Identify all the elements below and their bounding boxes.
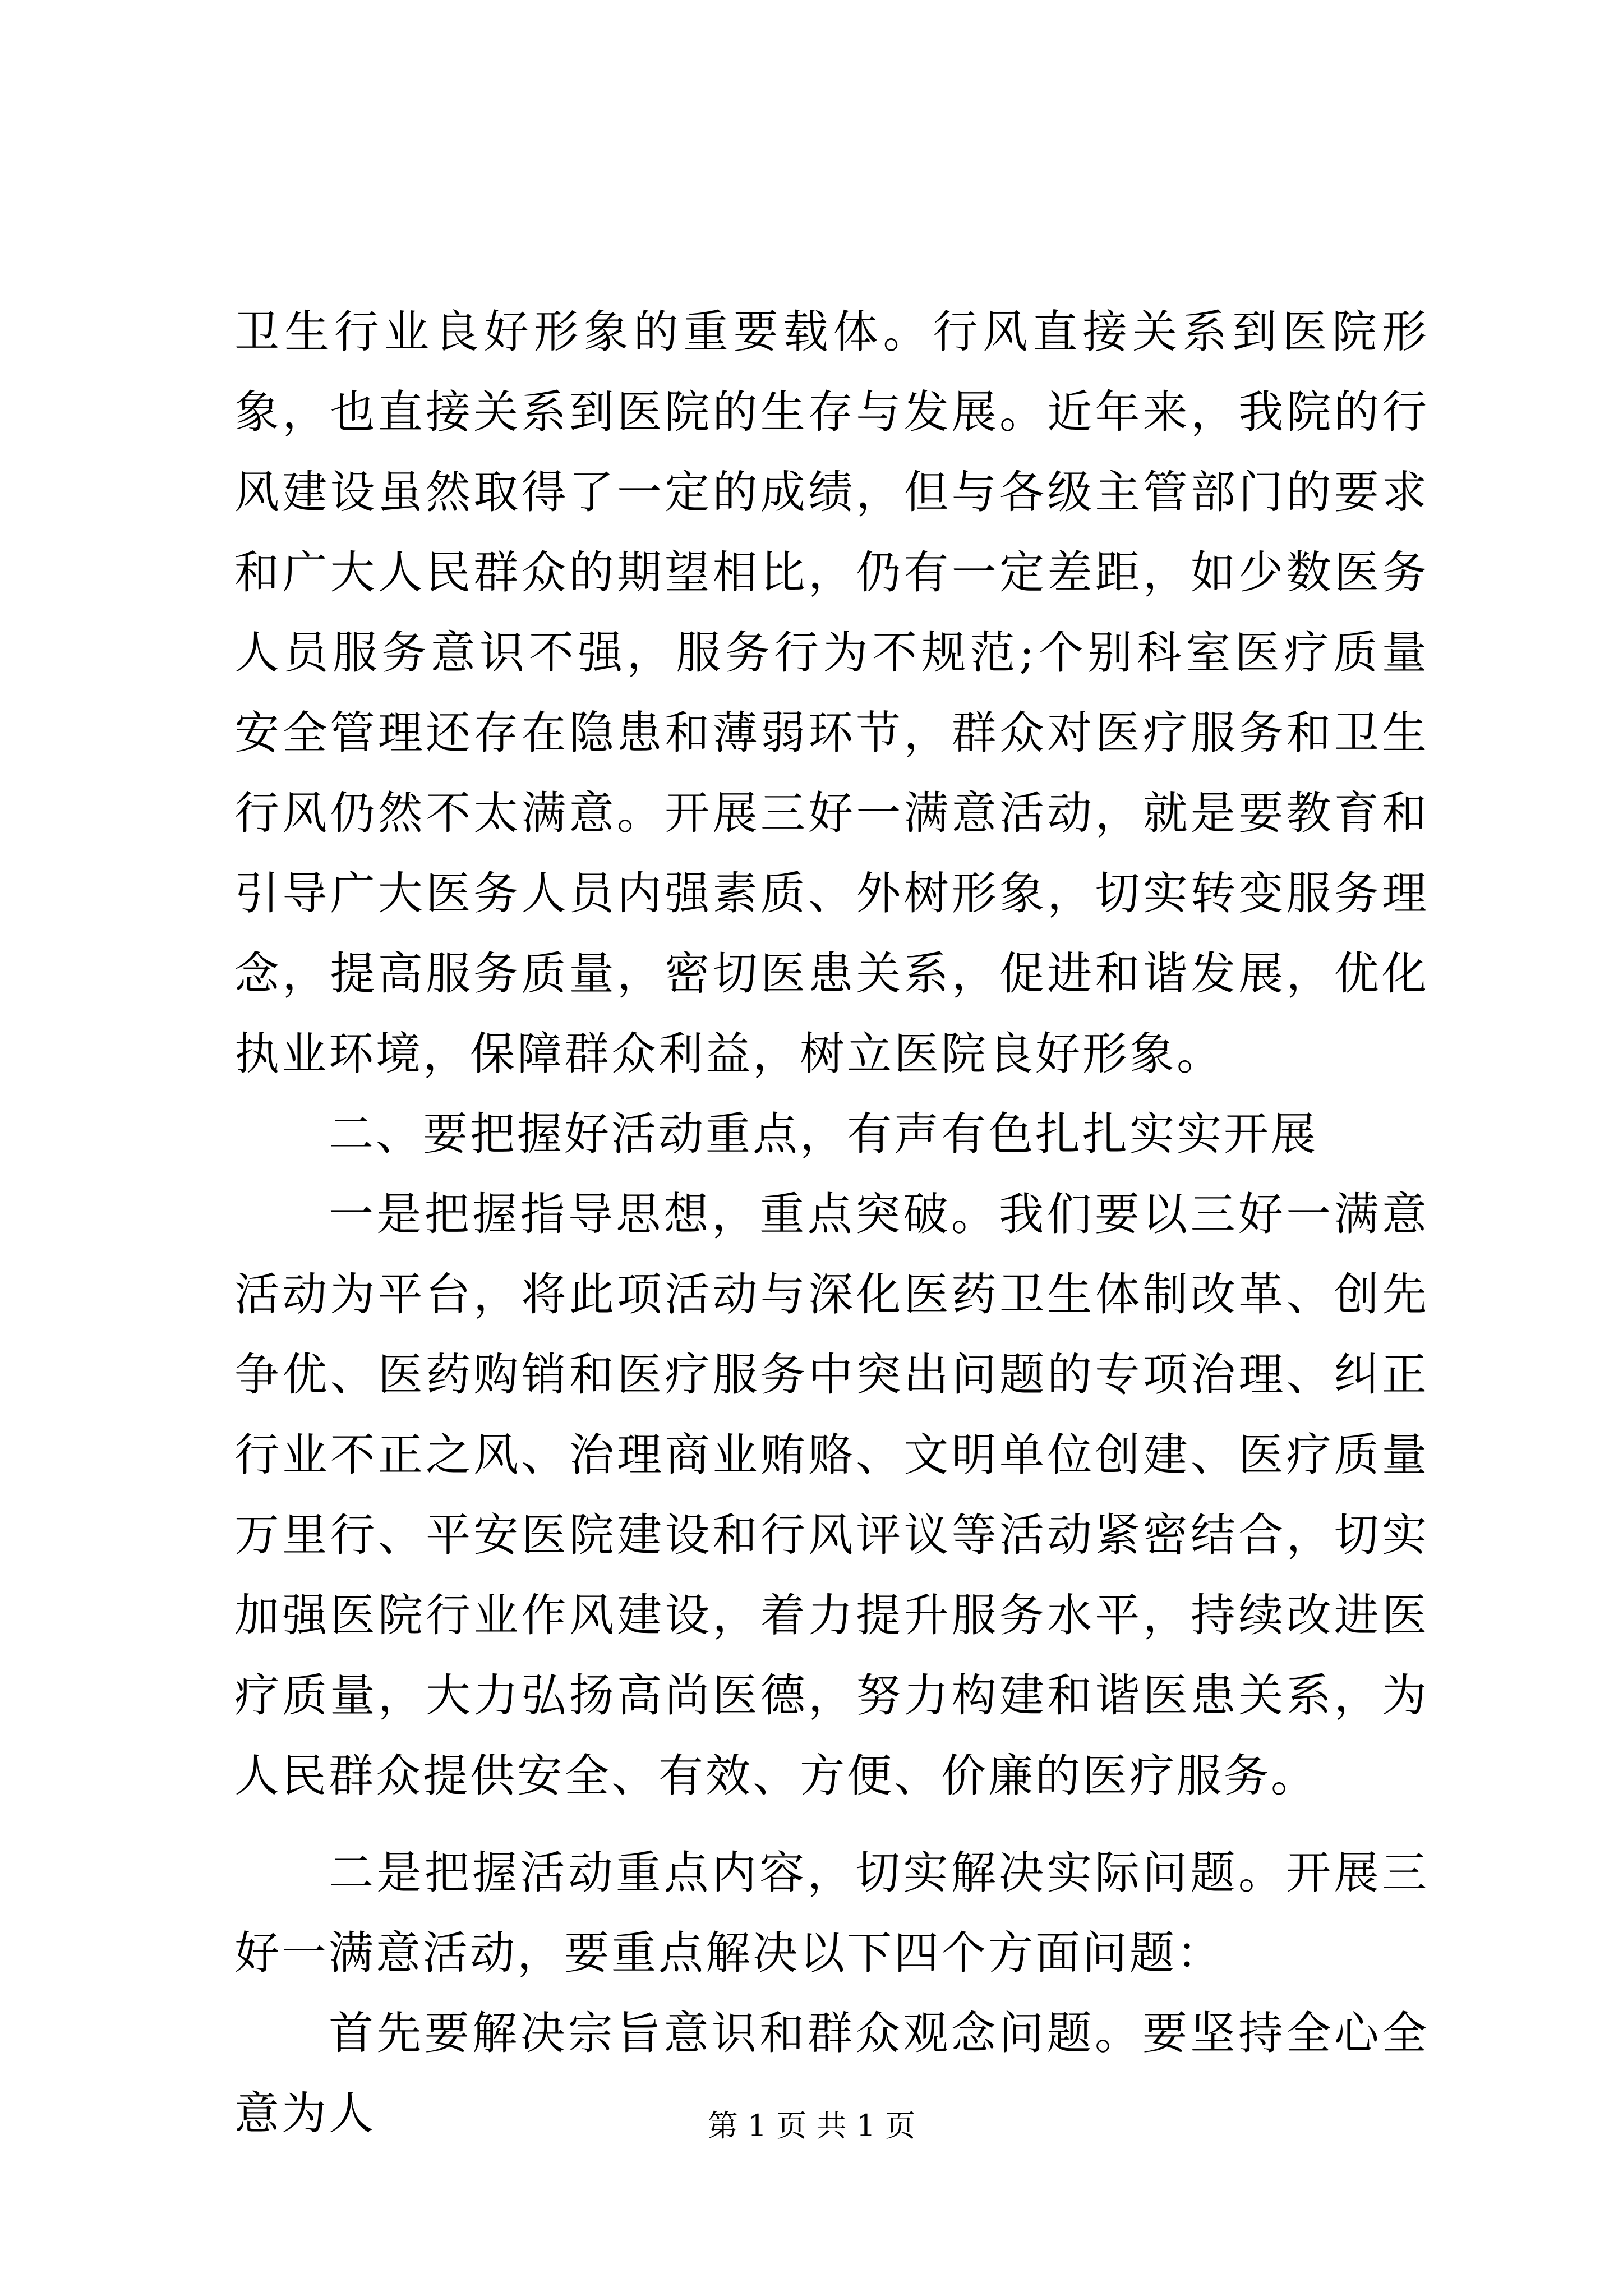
document-body: [234, 292, 1429, 2154]
page-number-footer: 第 1 页 共 1 页: [707, 2108, 916, 2143]
section-heading: 二、要把握好活动重点，有声有色扎扎实实开展: [329, 1108, 1318, 1160]
paragraph-purpose-awareness: 首先要解决宗旨意识和群众观念问题。要坚持全心全意为人: [234, 2007, 1429, 2139]
paragraph-continuation: 卫生行业良好形象的重要载体。行风直接关系到医院形象，也直接关系到医院的生存与发展。近年来，我院的行风建设虽然取得了一定的成绩，但与各级主管部门的要求和广大人民群众的期望相比，仍有一定差距，如少数医务人员服务意识不强，服务行为不规范;个别科室医疗质量安全管理还存在隐患和薄弱环节，群众对医疗服务和卫生行风仍然不太满意。开展三好一满意活动，就是要教育和引导广大医务人员内强素质、外树形象，切实转变服务理念，提高服务质量，密切医患关系，促进和谐发展，优化执业环境，保障群众利益，树立医院良好形象。: [234, 306, 1429, 1080]
paragraph-key-content: 二是把握活动重点内容，切实解决实际问题。开展三好一满意活动，要重点解决以下四个方面问题：: [234, 1847, 1429, 1979]
paragraph-guiding-thought: 一是把握指导思想，重点突破。我们要以三好一满意活动为平台，将此项活动与深化医药卫生体制改革、创先争优、医药购销和医疗服务中突出问题的专项治理、纠正行业不正之风、治理商业贿赂、文明单位创建、医疗质量万里行、平安医院建设和行风评议等活动紧密结合，切实加强医院行业作风建设，着力提升服务水平，持续改进医疗质量，大力弘扬高尚医德，努力构建和谐医患关系，为人民群众提供安全、有效、方便、价廉的医疗服务。: [234, 1188, 1429, 1802]
